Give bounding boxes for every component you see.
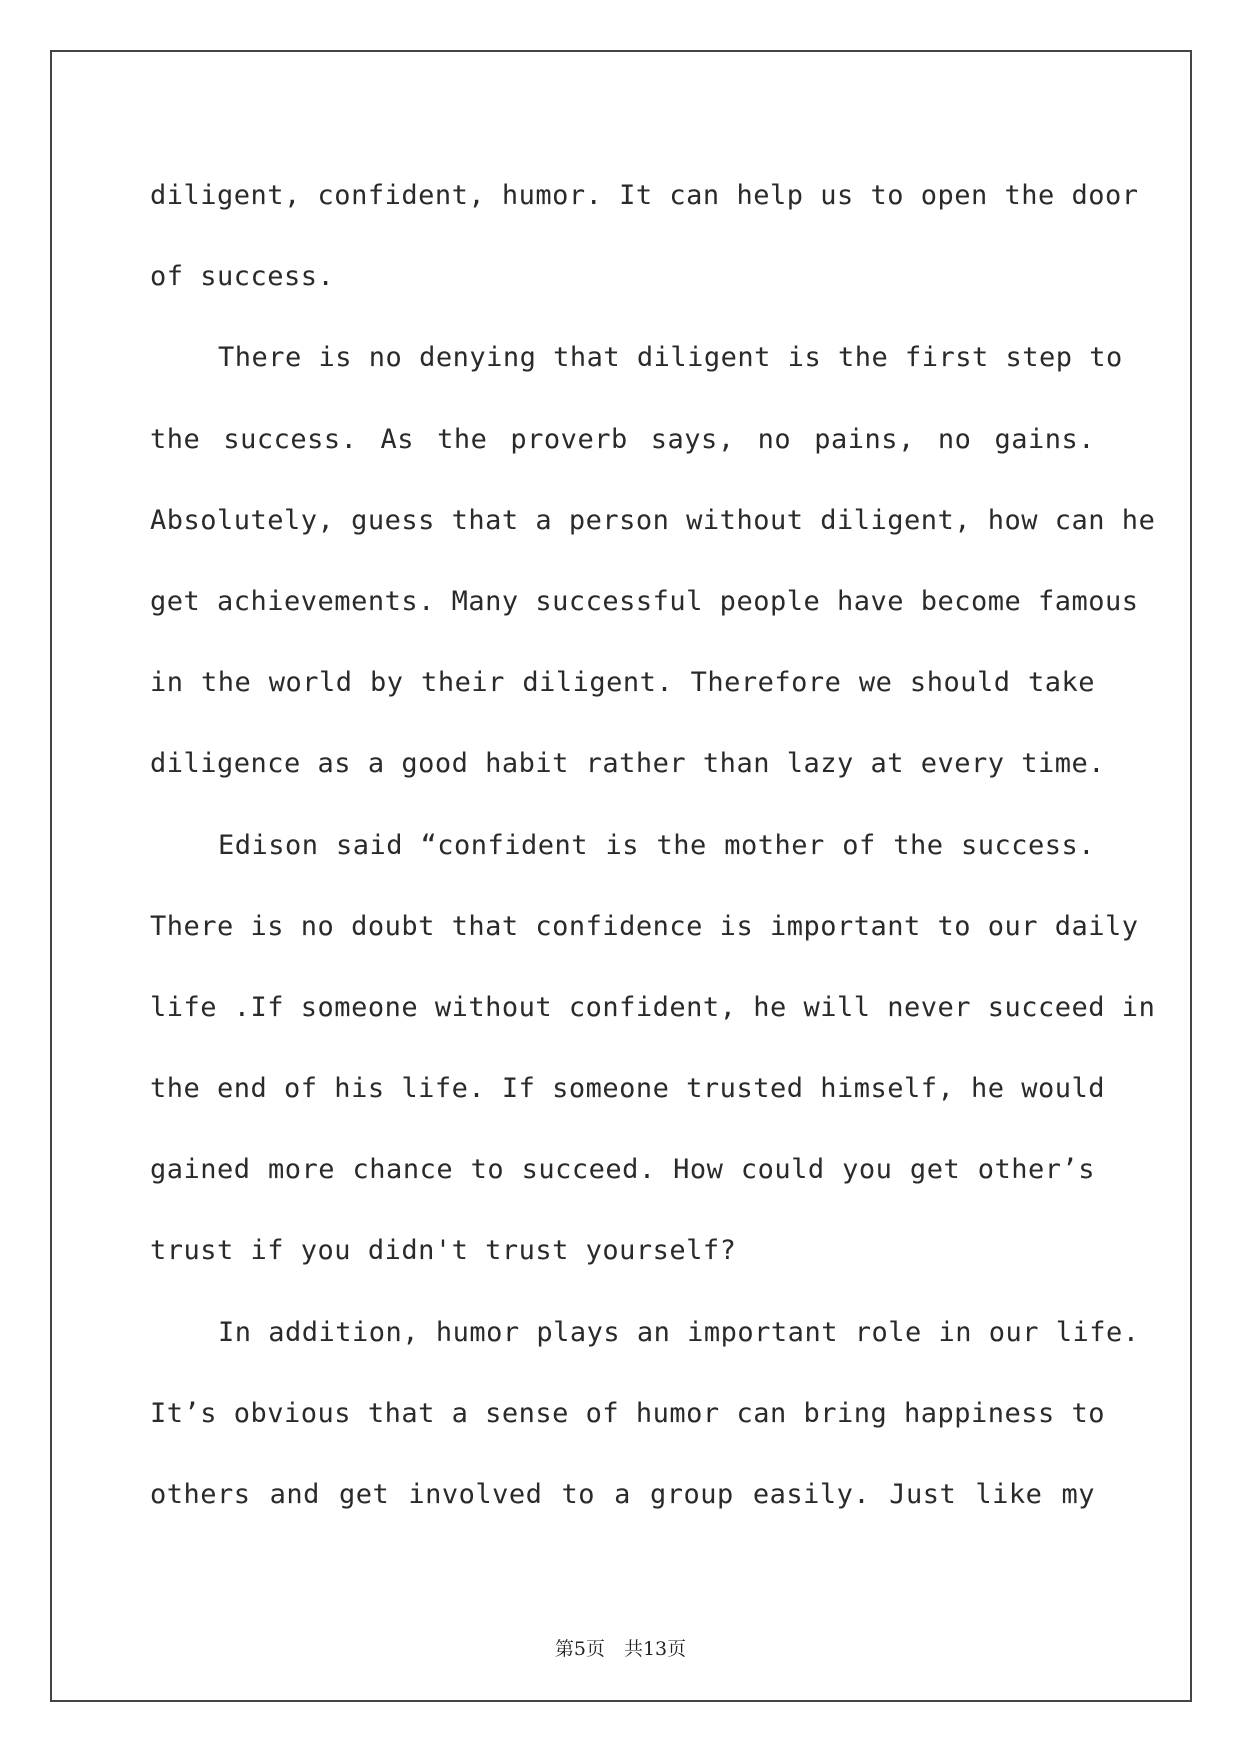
paragraph-first-line: There is no denying that diligent is the first step to — [218, 342, 1123, 374]
text-line: others and get involved to a group easily. Just like my — [150, 1479, 1095, 1510]
text-line: of success. — [150, 261, 335, 293]
page-number-label: 第5页 共13页 — [554, 1638, 687, 1660]
text-line: gained more chance to succeed. How could you get other’s — [150, 1154, 1095, 1186]
text-line: life .If someone without confident, he will never succeed in — [150, 991, 1156, 1023]
text-line: Absolutely, guess that a person without diligent, how can he — [150, 504, 1156, 536]
text-line: diligence as a good habit rather than lazy at every time. — [150, 748, 1106, 780]
paragraph-first-line: In addition, humor plays an important role in our life. — [218, 1316, 1140, 1348]
page-number-footer — [0, 1634, 1241, 1661]
text-line: diligent, confident, humor. It can help us to open the door — [150, 180, 1139, 211]
text-line: It’s obvious that a sense of humor can bring happiness to — [150, 1397, 1106, 1429]
text-line: get achievements. Many successful people have become famous — [150, 585, 1139, 617]
text-line: in the world by their diligent. Therefore we should take — [150, 667, 1095, 699]
text-line: trust if you didn't trust yourself? — [150, 1235, 737, 1267]
paragraph-first-line: Edison said “confident is the mother of the success. — [218, 829, 1095, 861]
body-text — [150, 155, 1156, 1535]
text-line: There is no doubt that confidence is important to our daily — [150, 910, 1139, 942]
text-line: the end of his life. If someone trusted himself, he would — [150, 1073, 1106, 1105]
text-line: the success. As the proverb says, no pains, no gains. — [150, 423, 1095, 455]
